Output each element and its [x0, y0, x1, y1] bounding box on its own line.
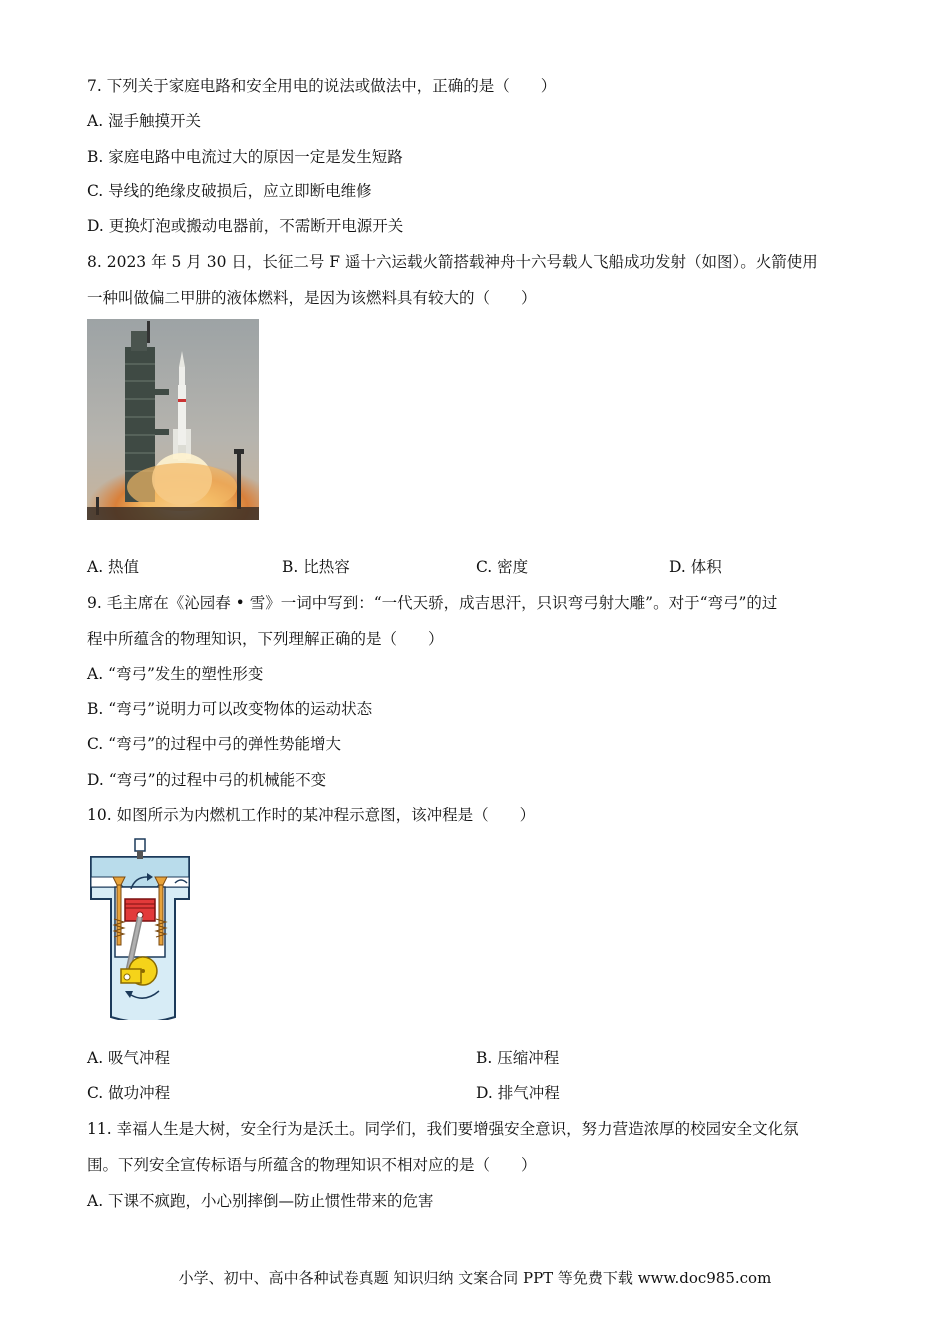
q10-option-b: B. 压缩冲程	[476, 1049, 560, 1067]
q10-option-c: C. 做功冲程	[87, 1084, 171, 1102]
q10-option-a: A. 吸气冲程	[87, 1049, 171, 1067]
q10-option-d: D. 排气冲程	[476, 1084, 560, 1102]
q7-option-d: D. 更换灯泡或搬动电器前，不需断开电源开关	[87, 217, 404, 235]
q8-stem-line2: 一种叫做偏二甲肼的液体燃料，是因为该燃料具有较大的（ ）	[87, 289, 537, 307]
q11-option-a: A. 下课不疯跑，小心别摔倒—防止惯性带来的危害	[87, 1192, 434, 1210]
q8-option-a: A. 热值	[87, 558, 140, 576]
q9-option-d: D. “弯弓”的过程中弓的机械能不变	[87, 771, 327, 789]
q7-option-b: B. 家庭电路中电流过大的原因一定是发生短路	[87, 148, 403, 166]
q8-option-d: D. 体积	[669, 558, 722, 576]
q11-stem-line2: 围。下列安全宣传标语与所蕴含的物理知识不相对应的是（ ）	[87, 1156, 537, 1174]
q8-option-b: B. 比热容	[282, 558, 350, 576]
q11-stem-line1: 11. 幸福人生是大树，安全行为是沃土。同学们，我们要增强安全意识，努力营造浓厚的校园安全文化氛	[87, 1120, 799, 1138]
q10-stem: 10. 如图所示为内燃机工作时的某冲程示意图，该冲程是（ ）	[87, 806, 536, 824]
q7-stem: 7. 下列关于家庭电路和安全用电的说法或做法中，正确的是（ ）	[87, 77, 557, 95]
q7-option-c: C. 导线的绝缘皮破损后，应立即断电维修	[87, 182, 372, 200]
q8-stem-line1: 8. 2023 年 5 月 30 日，长征二号 F 遥十六运载火箭搭载神舟十六号载人飞船成功发射（如图）。火箭使用	[87, 253, 818, 271]
page-footer: 小学、初中、高中各种试卷真题 知识归纳 文案合同 PPT 等免费下载 www.doc985.com	[178, 1269, 772, 1287]
q9-option-b: B. “弯弓”说明力可以改变物体的运动状态	[87, 700, 373, 718]
q8-option-c: C. 密度	[476, 558, 529, 576]
q9-option-a: A. “弯弓”发生的塑性形变	[87, 665, 264, 683]
q9-stem-line1: 9. 毛主席在《沁园春 • 雪》一词中写到：“一代天骄，成吉思汗，只识弯弓射大雕”。对于“弯弓”的过	[87, 594, 778, 612]
rocket-launch-photo	[87, 319, 259, 520]
q7-option-a: A. 湿手触摸开关	[87, 112, 202, 130]
q9-option-c: C. “弯弓”的过程中弓的弹性势能增大	[87, 735, 342, 753]
engine-stroke-diagram	[87, 837, 199, 1020]
q9-stem-line2: 程中所蕴含的物理知识，下列理解正确的是（ ）	[87, 630, 444, 648]
